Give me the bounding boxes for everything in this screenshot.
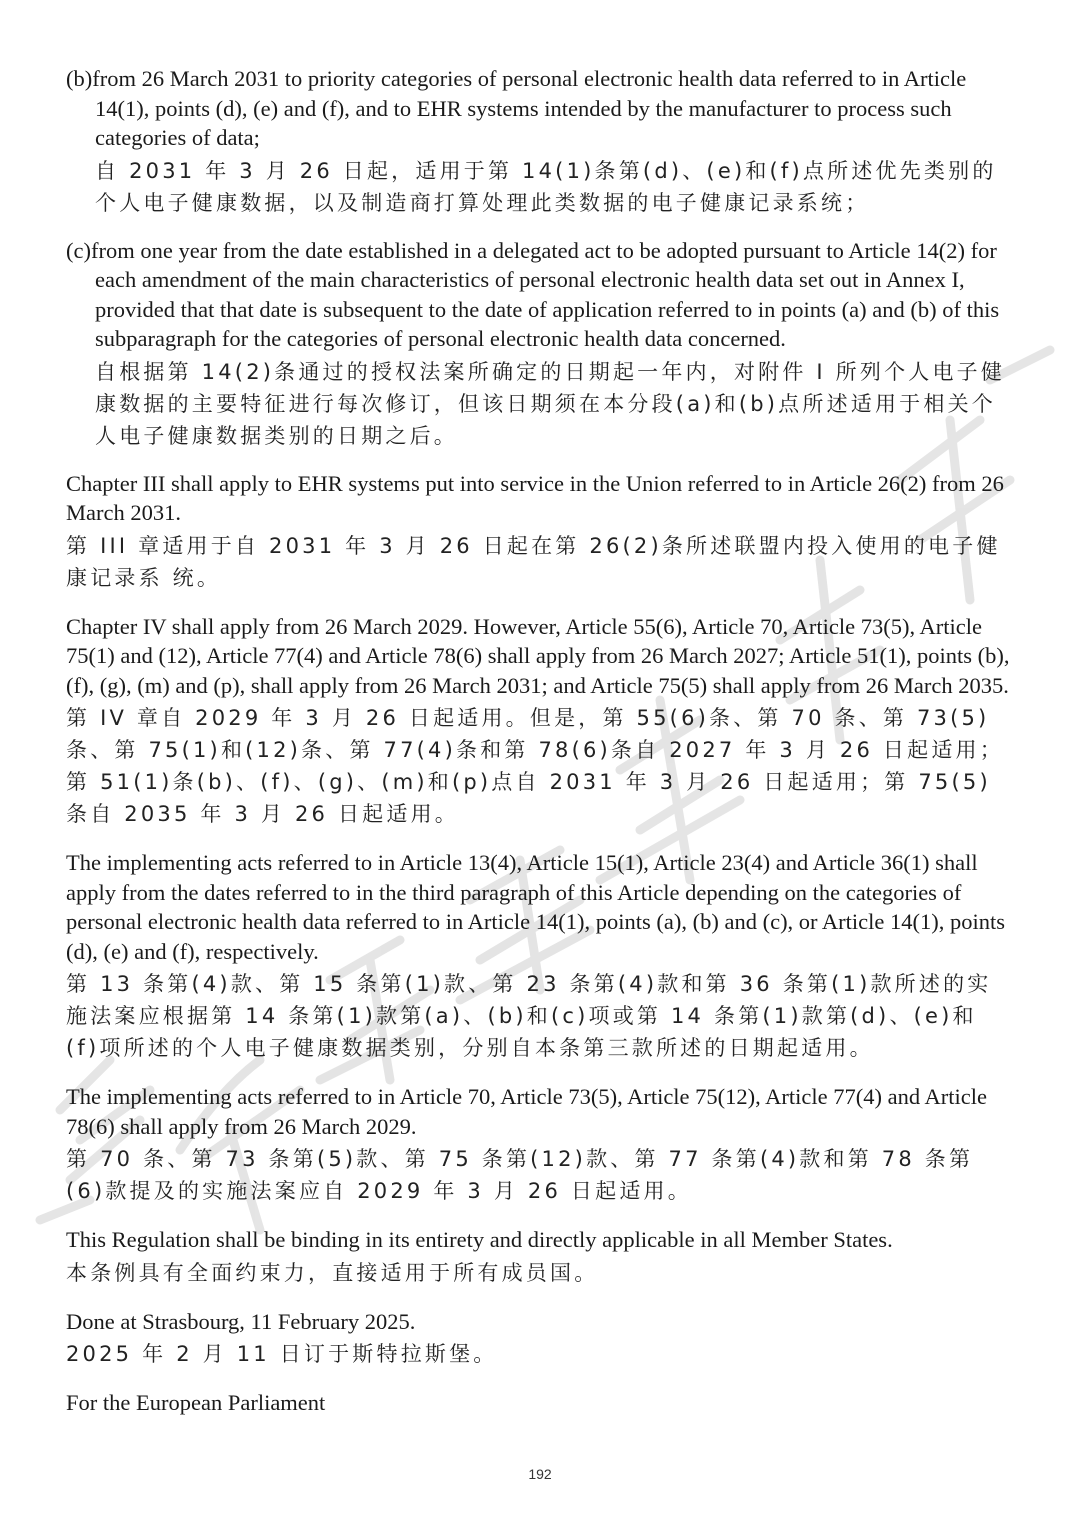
- paragraph: [66, 848, 1010, 1064]
- paragraph: [66, 1225, 1010, 1289]
- list-item: [66, 64, 1010, 219]
- item-c-chinese: 自根据第 14(2)条通过的授权法案所确定的日期起一年内，对附件 I 所列个人电子健康数据的主要特征进行每次修订，但该日期须在本分段(a)和(b)点所述适用于相关个人电子健康数据类别的日期之后。: [95, 359, 1006, 448]
- list-item: [66, 236, 1010, 452]
- item-c-english: (c)from one year from the date established in a delegated act to be adopted pursuant to Article 14(2) for each amendment of the main characteristics of personal electronic health data set out in Annex I, provided that that date is subsequent to the date of application referred to in points (a) and (b) of this subparagraph for the categories of personal electronic health data concerned.: [66, 237, 1000, 351]
- paragraph-chinese: 第 IV 章自 2029 年 3 月 26 日起适用。但是，第 55(6)条、第 70 条、第 73(5)条、第 75(1)和(12)条、第 77(4)条和第 78(6)条自 2027 年 3 月 26 日起适用；第 51(1)条(b)、(f)、(g)、(m)和(p)点自 2031 年 3 月 26 日起适用；第 75(5)条自 2035 年 3 月 26 日起适用。: [66, 706, 1004, 826]
- paragraph: [66, 1307, 1010, 1371]
- paragraph-chinese: 第 III 章适用于自 2031 年 3 月 26 日起在第 26(2)条所述联盟内投入使用的电子健康记录系 统。: [66, 533, 1001, 590]
- closing-text: For the European Parliament: [66, 1390, 326, 1415]
- paragraph-chinese: 本条例具有全面约束力，直接适用于所有成员国。: [66, 1260, 599, 1285]
- paragraph-english: Done at Strasbourg, 11 February 2025.: [66, 1308, 416, 1334]
- paragraph-chinese: 第 13 条第(4)款、第 15 条第(1)款、第 23 条第(4)款和第 36 条第(1)款所述的实施法案应根据第 14 条第(1)款第(a)、(b)和(c)项或第 14 条第(1)款第(d)、(e)和(f)项所述的个人电子健康数据类别，分别自本条第三款所述的日期起适用。: [66, 972, 992, 1060]
- paragraph: [66, 1082, 1010, 1207]
- paragraph-english: The implementing acts referred to in Article 13(4), Article 15(1), Article 23(4) and Article 36(1) shall apply from the dates referred to in the third paragraph of this Article depending on the categories of personal electronic health data referred to in Article 14(1), points (a), (b) and (c), or Article 14(1), points (d), (e) and (f), respectively.: [66, 850, 1006, 964]
- paragraph-chinese: 第 70 条、第 73 条第(5)款、第 75 条第(12)款、第 77 条第(4)款和第 78 条第(6)款提及的实施法案应自 2029 年 3 月 26 日起适用。: [66, 1147, 974, 1203]
- document-body: [66, 64, 1010, 1436]
- paragraph-english: Chapter IV shall apply from 26 March 2029. However, Article 55(6), Article 70, Article 73(5), Article 75(1) and (12), Article 77(4) and Article 78(6) shall apply from 26 March 2027; Article 51(1), points (b), (f), (g), (m) and (p), shall apply from 26 March 2031; and Article 75(5) shall apply from 26 March 2035.: [66, 613, 1010, 698]
- paragraph-english: The implementing acts referred to in Article 70, Article 73(5), Article 75(12), Article 77(4) and Article 78(6) shall apply from 26 March 2029.: [66, 1084, 987, 1139]
- item-b-english: (b)from 26 March 2031 to priority categories of personal electronic health data referred to in Article 14(1), points (d), (e) and (f), and to EHR systems intended by the manufacturer to process such categories of data;: [66, 66, 967, 150]
- paragraph-english: Chapter III shall apply to EHR systems put into service in the Union referred to in Article 26(2) from 26 March 2031.: [66, 470, 1004, 525]
- paragraph-english: This Regulation shall be binding in its entirety and directly applicable in all Member States.: [66, 1227, 893, 1252]
- closing: [66, 1388, 1010, 1418]
- paragraph-chinese: 2025 年 2 月 11 日订于斯特拉斯堡。: [66, 1342, 498, 1366]
- paragraph: [66, 612, 1010, 831]
- item-b-chinese: 自 2031 年 3 月 26 日起，适用于第 14(1)条第(d)、(e)和(f)点所述优先类别的个人电子健康数据，以及制造商打算处理此类数据的电子健康记录系统；: [95, 158, 997, 215]
- paragraph: [66, 469, 1010, 594]
- page-number: 192: [528, 1466, 552, 1482]
